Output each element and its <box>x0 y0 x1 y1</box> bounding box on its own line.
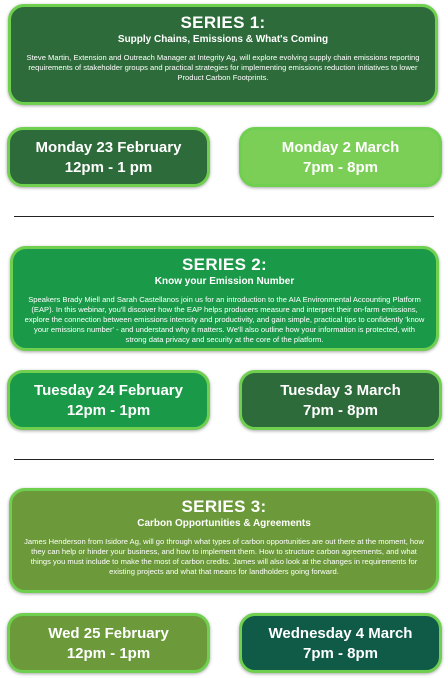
series-1-title: SERIES 1: <box>180 13 266 32</box>
divider <box>14 459 434 460</box>
series-3-card <box>9 488 439 593</box>
series-2-title: SERIES 2: <box>182 255 267 274</box>
session-time: 7pm - 8pm <box>302 158 378 176</box>
series-1-subtitle: Supply Chains, Emissions & What's Coming <box>117 34 329 45</box>
session-day: Monday 2 March <box>281 138 400 156</box>
session-time: 7pm - 8pm <box>302 401 378 419</box>
session-day: Wednesday 4 March <box>268 624 413 642</box>
session-day: Wed 25 February <box>48 624 169 642</box>
session-time: 12pm - 1pm <box>66 644 151 662</box>
session-day: Monday 23 February <box>35 138 182 156</box>
series-2-card <box>10 246 439 351</box>
series-1-card <box>8 4 438 105</box>
series-2-session-2 <box>239 370 442 430</box>
series-2-description: Speakers Brady Miell and Sarah Castellanos join us for an introduction to the AIA Environmental Accounting Platform (EAP). In this webinar, you'll discover how the EAP helps producers measure and interpret their on-farm emissions, explore the connection between emissions intensity and productivity, and gain simple, practical tips to confidently 'know your emissions number' - and understand why it matters. We'll also outline how your information is protected, with strong data privacy and security at the core of the platform. <box>24 295 425 344</box>
series-1-session-2 <box>239 127 442 187</box>
session-time: 12pm - 1 pm <box>64 158 153 176</box>
series-3-subtitle: Carbon Opportunities & Agreements <box>137 518 311 529</box>
series-3-session-2 <box>239 613 442 673</box>
session-time: 7pm - 8pm <box>302 644 378 662</box>
series-1-description: Steve Martin, Extension and Outreach Manager at Integrity Ag, will explore evolving supply chain emissions reporting requirements of stakeholder groups and practical strategies for implementing emissions reduction initiatives to lower Product Carbon Footprints. <box>26 53 420 82</box>
series-1-session-1 <box>7 127 210 187</box>
series-3-session-1 <box>7 613 210 673</box>
session-day: Tuesday 24 February <box>34 381 183 399</box>
series-2-session-1 <box>7 370 210 430</box>
session-day: Tuesday 3 March <box>280 381 401 399</box>
divider <box>14 216 434 217</box>
session-time: 12pm - 1pm <box>66 401 151 419</box>
series-3-description: James Henderson from Isidore Ag, will go through what types of carbon opportunities are out there at the moment, how they can help or hinder your business, and how to implement them. How to structure carbon agreements, and what things you must include to make the most of carbon credits. James will also look at the changes in requirements for existing projects and what that means for landholders going forward. <box>24 537 424 576</box>
series-2-subtitle: Know your Emission Number <box>154 276 295 287</box>
series-3-title: SERIES 3: <box>181 497 267 516</box>
